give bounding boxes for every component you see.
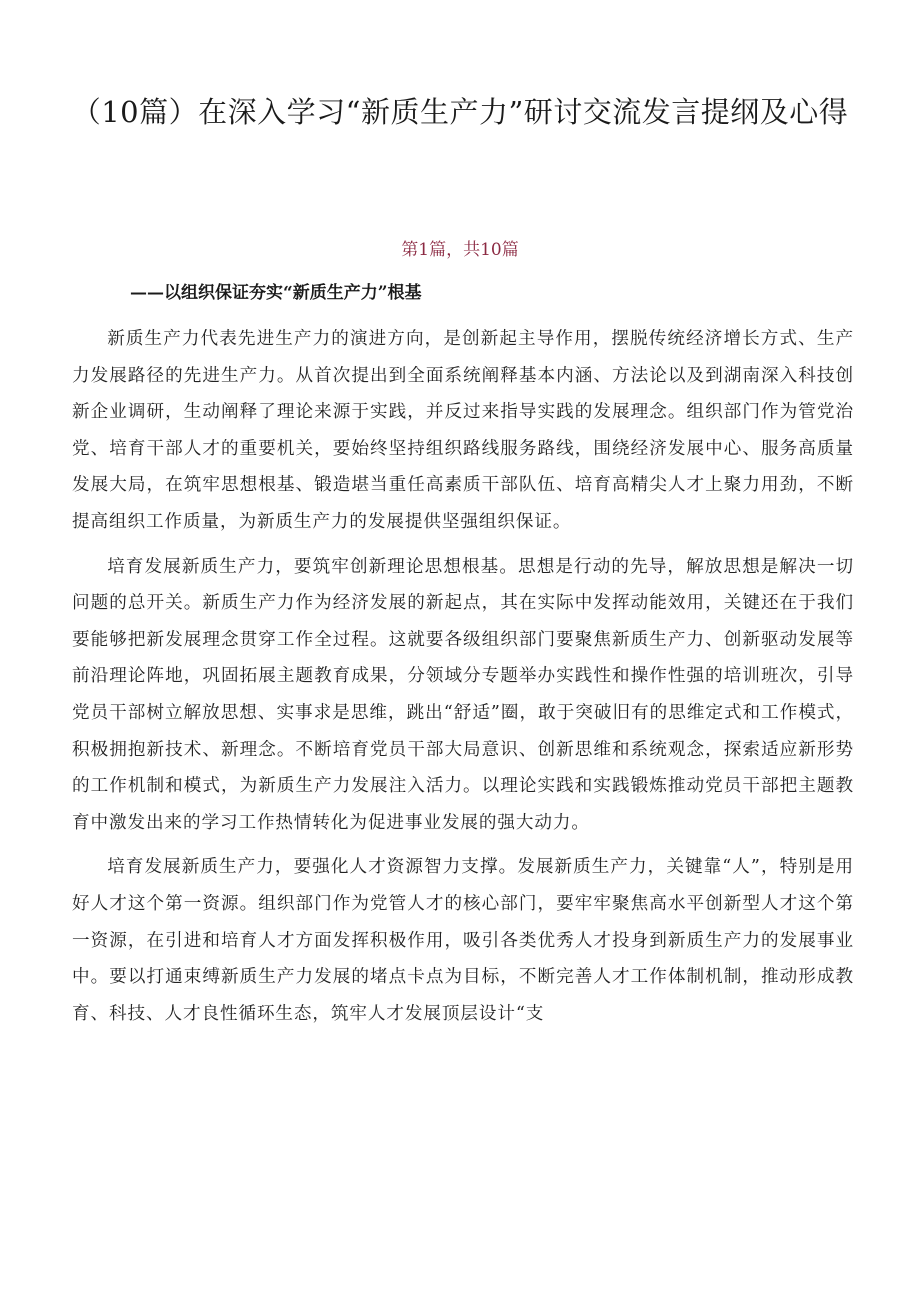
part-label: 第1篇，共10篇 — [401, 240, 519, 260]
paragraph: 培育发展新质生产力，要强化人才资源智力支撑。发展新质生产力，关键靠“人”，特别是用好人才这个第一资源。组织部门作为党管人才的核心部门，要牢牢聚焦高水平创新型人才这个第一资源，在引进和培育人才方面发挥积极作用，吸引各类优秀人才投身到新质生产力的发展事业中。要以打通束缚新质生产力发展的堵点卡点为目标，不断完善人才工作体制机制，推动形成教育、科技、人才良性循环生态，筑牢人才发展顶层设计“支 — [72, 857, 854, 1024]
body-text — [72, 321, 854, 1040]
document-title: （10篇）在深入学习“新质生产力”研讨交流发言提纲及心得 — [71, 95, 849, 129]
section-subtitle: ——以组织保证夯实“新质生产力”根基 — [130, 283, 422, 303]
paragraph: 培育发展新质生产力，要筑牢创新理论思想根基。思想是行动的先导，解放思想是解决一切问题的总开关。新质生产力作为经济发展的新起点，其在实际中发挥动能效用，关键还在于我们要能够把新发展理念贯穿工作全过程。这就要各级组织部门要聚焦新质生产力、创新驱动发展等前沿理论阵地，巩固拓展主题教育成果，分领域分专题举办实践性和操作性强的培训班次，引导党员干部树立解放思想、实事求是思维，跳出“舒适”圈，敢于突破旧有的思维定式和工作模式，积极拥抱新技术、新理念。不断培育党员干部大局意识、创新思维和系统观念，探索适应新形势的工作机制和模式，为新质生产力发展注入活力。以理论实践和实践锻炼推动党员干部把主题教育中激发出来的学习工作热情转化为促进事业发展的强大动力。 — [72, 556, 854, 833]
paragraph: 新质生产力代表先进生产力的演进方向，是创新起主导作用，摆脱传统经济增长方式、生产力发展路径的先进生产力。从首次提出到全面系统阐释基本内涵、方法论以及到湖南深入科技创新企业调研，生动阐释了理论来源于实践，并反过来指导实践的发展理念。组织部门作为管党治党、培育干部人才的重要机关，要始终坚持组织路线服务路线，围绕经济发展中心、服务高质量发展大局，在筑牢思想根基、锻造堪当重任高素质干部队伍、培育高精尖人才上聚力用劲，不断提高组织工作质量，为新质生产力的发展提供坚强组织保证。 — [72, 329, 854, 532]
